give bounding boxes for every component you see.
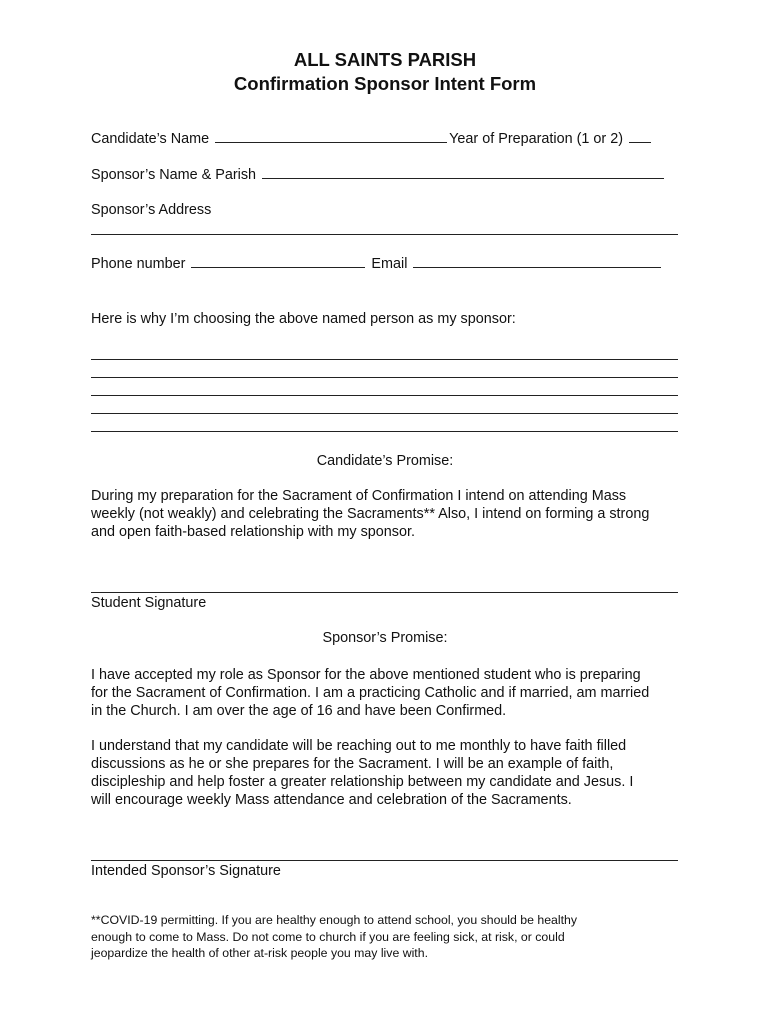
contact-row [91,255,663,273]
candidate-promise-heading: Candidate’s Promise: [316,453,454,469]
candidate-promise-text [91,487,691,541]
email-label: Email [371,256,408,272]
year-label: Year of Preparation (1 or 2) [449,131,623,147]
paragraph-line: for the Sacrament of Confirmation. I am a practicing Catholic and if married, am married [91,685,650,701]
why-line[interactable] [91,413,678,414]
email-field[interactable] [413,255,661,268]
paragraph-line: During my preparation for the Sacrament of Confirmation I intend on attending Mass [91,488,627,504]
sponsor-name-field[interactable] [262,166,664,179]
parish-name: ALL SAINTS PARISH [293,49,477,70]
sponsor-promise-paragraph-1 [91,666,691,720]
phone-field[interactable] [191,255,365,268]
paragraph-line: and open faith-based relationship with my sponsor. [91,524,415,540]
footnote-line: **COVID-19 permitting. If you are healthy enough to attend school, you should be healthy [91,913,578,927]
sponsor-address-field[interactable] [91,234,678,235]
paragraph-line: I understand that my candidate will be reaching out to me monthly to have faith filled [91,738,627,754]
candidate-name-label: Candidate’s Name [91,131,210,147]
footnote-line: jeopardize the health of other at-risk people you may live with. [91,946,428,960]
year-field[interactable] [629,130,651,143]
sponsor-name-row [91,166,666,184]
paragraph-line: discipleship and help foster a greater relationship between my candidate and Jesus. I [91,774,634,790]
paragraph-line: will encourage weekly Mass attendance and celebration of the Sacraments. [91,792,572,808]
why-prompt: Here is why I’m choosing the above named person as my sponsor: [91,311,516,327]
sponsor-signature-label: Intended Sponsor’s Signature [91,863,281,879]
why-line[interactable] [91,377,678,378]
covid-footnote [91,912,711,962]
candidate-name-field[interactable] [215,130,447,143]
candidate-name-row [91,130,653,148]
paragraph-line: in the Church. I am over the age of 16 and have been Confirmed. [91,703,507,719]
phone-label: Phone number [91,256,186,272]
paragraph-line: weekly (not weakly) and celebrating the Sacraments** Also, I intend on forming a strong [91,506,650,522]
student-signature-field[interactable] [91,592,678,593]
sponsor-signature-field[interactable] [91,860,678,861]
why-line[interactable] [91,431,678,432]
sponsor-promise-paragraph-2 [91,737,691,809]
sponsor-address-label: Sponsor’s Address [91,202,212,218]
form-title: Confirmation Sponsor Intent Form [233,73,537,94]
sponsor-name-label: Sponsor’s Name & Parish [91,167,257,183]
paragraph-line: I have accepted my role as Sponsor for the above mentioned student who is preparing [91,667,641,683]
student-signature-label: Student Signature [91,595,207,611]
sponsor-promise-heading: Sponsor’s Promise: [322,630,448,646]
paragraph-line: discussions as he or she prepares for the Sacrament. I will be an example of faith, [91,756,614,772]
footnote-line: enough to come to Mass. Do not come to church if you are feeling sick, at risk, or could [91,929,565,944]
why-line[interactable] [91,359,678,360]
why-line[interactable] [91,395,678,396]
